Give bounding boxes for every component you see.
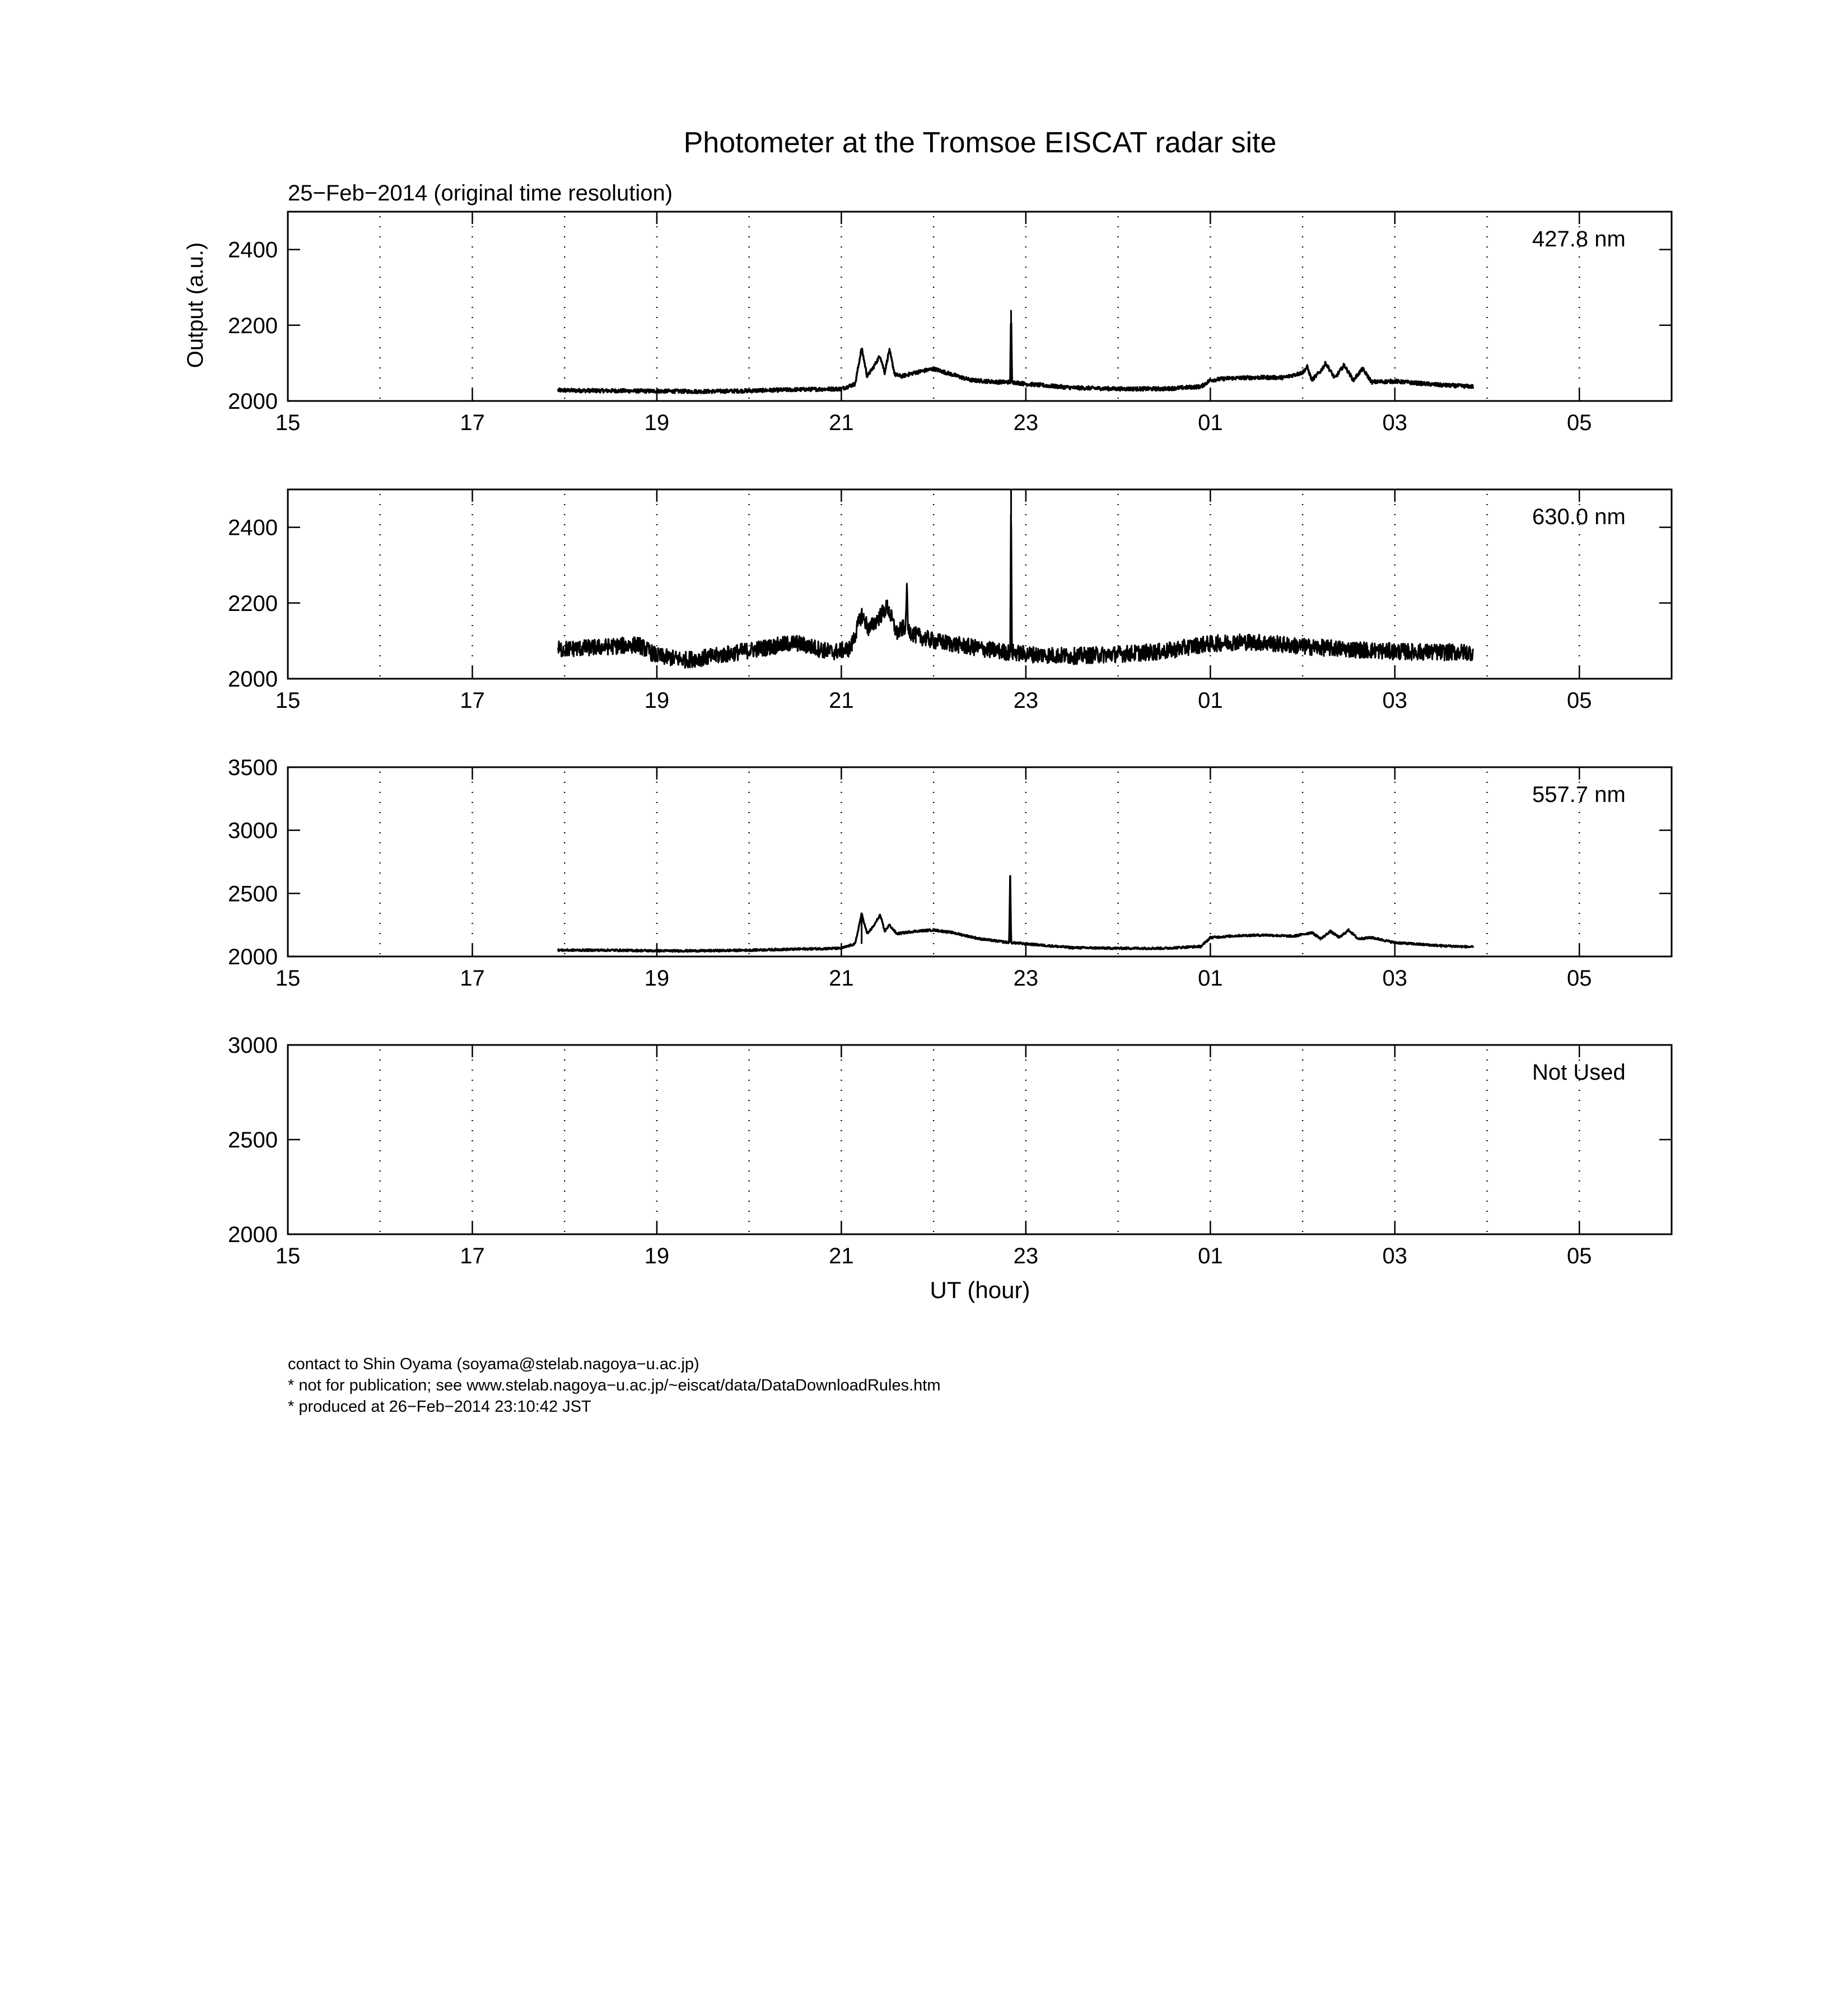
x-tick-label: 01 [1198,966,1223,991]
footer-notice: * not for publication; see www.stelab.nagoya−u.ac.jp/~eiscat/data/DataDownloadRules.htm [288,1376,941,1394]
x-tick-label: 01 [1198,688,1223,713]
x-tick-label: 19 [644,966,670,991]
x-tick-label: 03 [1382,688,1408,713]
x-tick-label: 19 [644,688,670,713]
x-tick-label: 23 [1013,1244,1039,1268]
x-tick-label: 15 [275,966,301,991]
y-tick-label: 2000 [228,945,278,969]
x-tick-label: 21 [829,1244,854,1268]
y-tick-label: 2400 [228,515,278,540]
x-tick-label: 23 [1013,410,1039,435]
y-tick-label: 3000 [228,818,278,843]
x-tick-label: 17 [460,966,485,991]
y-tick-label: 2000 [228,1222,278,1247]
footer-produced: * produced at 26−Feb−2014 23:10:42 JST [288,1398,591,1416]
x-tick-label: 01 [1198,1244,1223,1268]
x-tick-label: 23 [1013,966,1039,991]
y-tick-label: 3000 [228,1033,278,1058]
x-tick-label: 15 [275,688,301,713]
y-axis-label: Output (a.u.) [183,242,208,368]
x-tick-label: 03 [1382,966,1408,991]
x-tick-label: 15 [275,1244,301,1268]
x-tick-label: 21 [829,688,854,713]
x-tick-label: 05 [1567,1244,1592,1268]
y-tick-label: 2200 [228,313,278,338]
y-tick-label: 2000 [228,389,278,414]
x-tick-label: 23 [1013,688,1039,713]
panel-wavelength-label: 557.7 nm [1532,782,1626,807]
panel-wavelength-label: 630.0 nm [1532,505,1626,529]
x-tick-label: 19 [644,1244,670,1268]
x-tick-label: 21 [829,966,854,991]
x-axis-label: UT (hour) [930,1277,1030,1303]
y-tick-label: 2400 [228,237,278,263]
figure-title: Photometer at the Tromsoe EISCAT radar site [683,127,1277,159]
x-tick-label: 05 [1567,688,1592,713]
panel-wavelength-label: 427.8 nm [1532,227,1626,251]
y-tick-label: 2200 [228,591,278,616]
x-tick-label: 19 [644,410,670,435]
y-tick-label: 3500 [228,755,278,780]
x-tick-label: 17 [460,1244,485,1268]
footer-contact: contact to Shin Oyama (soyama@stelab.nagoya−u.ac.jp) [288,1355,699,1373]
x-tick-label: 17 [460,410,485,435]
x-tick-label: 01 [1198,410,1223,435]
figure-subtitle: 25−Feb−2014 (original time resolution) [288,181,673,206]
x-tick-label: 17 [460,688,485,713]
x-tick-label: 05 [1567,966,1592,991]
panel-wavelength-label: Not Used [1532,1060,1626,1085]
y-tick-label: 2500 [228,1128,278,1152]
x-tick-label: 15 [275,410,301,435]
x-tick-label: 03 [1382,410,1408,435]
x-tick-label: 03 [1382,1244,1408,1268]
x-tick-label: 21 [829,410,854,435]
y-tick-label: 2000 [228,667,278,692]
y-tick-label: 2500 [228,881,278,907]
x-tick-label: 05 [1567,410,1592,435]
